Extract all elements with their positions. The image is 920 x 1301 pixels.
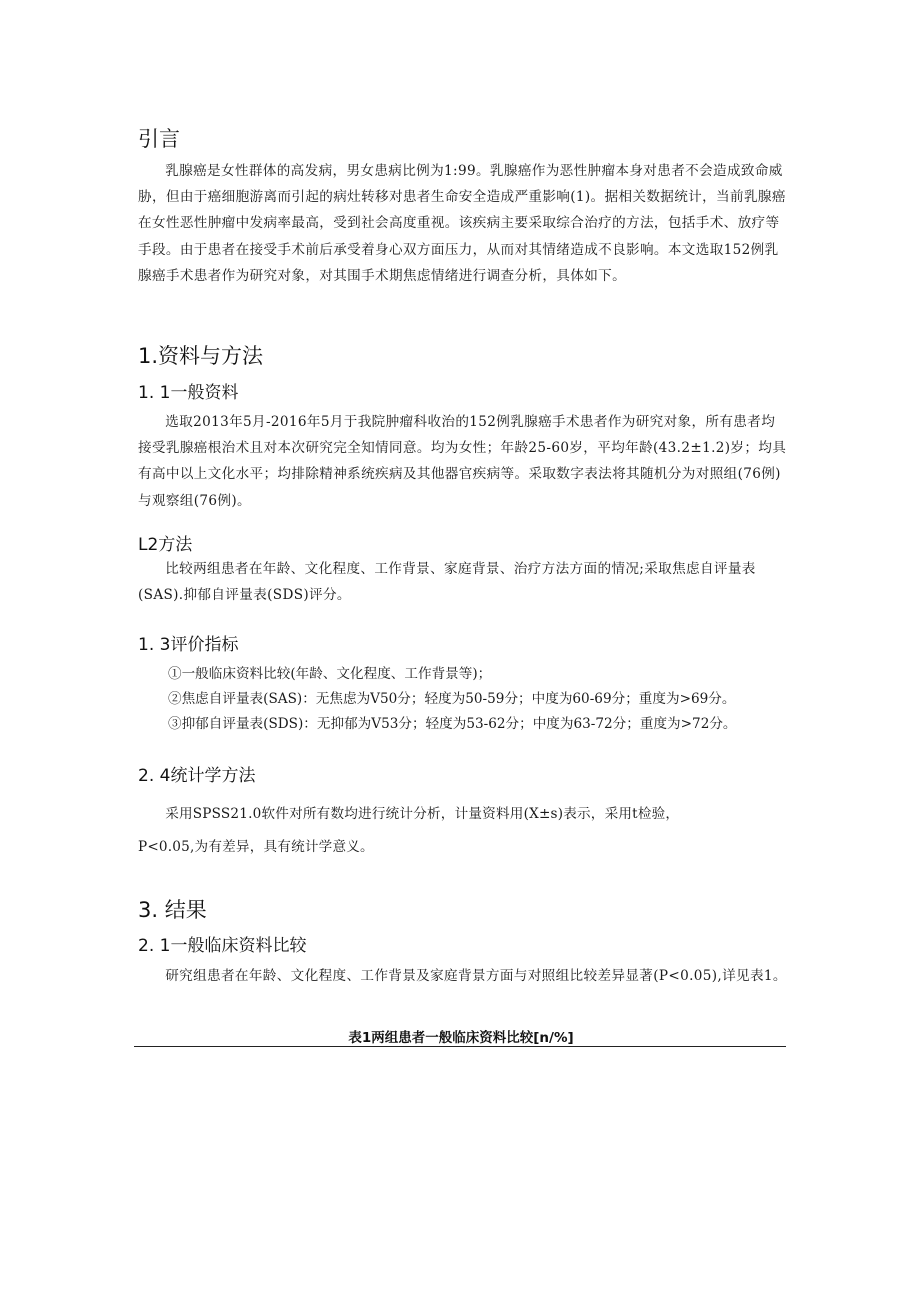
table-1-caption: 表1两组患者一般临床资料比较[n/%] [348, 1030, 574, 1046]
subsection-3-1-paragraph: 研究组患者在年龄、文化程度、工作背景及家庭背景方面与对照组比较差异显著(P<0.05),详见表1。 [165, 968, 787, 984]
subsection-3-1-heading: 2. 1一般临床资料比较 [138, 936, 307, 956]
subsection-1-2-heading: L2方法 [138, 535, 193, 555]
subsection-1-2-paragraph: 比较两组患者在年龄、文化程度、工作背景、家庭背景、治疗方法方面的情况;采取焦虑自评量表(SAS).抑郁自评量表(SDS)评分。 [138, 561, 756, 604]
subsection-1-1-paragraph: 选取2013年5月-2016年5月于我院肿瘤科收治的152例乳腺癌手术患者作为研究对象，所有患者均接受乳腺癌根治术且对本次研究完全知情同意。均为女性；年龄25-60岁，平均年龄(43.2±1.2)岁；均具有高中以上文化水平；均排除精神系统疾病及其他器官疾病等。采取数字表法将其随机分为对照组(76例)与观察组(76例)。 [138, 414, 787, 509]
subsection-1-4-heading: 2. 4统计学方法 [138, 766, 256, 786]
table-top-rule [134, 1046, 786, 1047]
subsection-1-1-heading: 1. 1一般资料 [138, 383, 239, 403]
criteria-item-2: ②焦虑自评量表(SAS)：无焦虑为V50分；轻度为50-59分；中度为60-69分；重度为>69分。 [168, 691, 736, 707]
section-1-heading: 1.资料与方法 [138, 344, 264, 368]
subsection-1-4-paragraph: 采用SPSS21.0软件对所有数均进行统计分析，计量资料用(X±s)表示，采用t检验， [165, 806, 680, 822]
criteria-item-3: ③抑郁自评量表(SDS)：无抑郁为V53分；轻度为53-62分；中度为63-72分；重度为>72分。 [168, 716, 737, 732]
intro-heading: 引言 [138, 127, 180, 151]
criteria-item-1: ①一般临床资料比较(年龄、文化程度、工作背景等)； [168, 666, 492, 682]
intro-paragraph: 乳腺癌是女性群体的高发病，男女患病比例为1:99。乳腺癌作为恶性肿瘤本身对患者不会造成致命威胁，但由于癌细胞游离而引起的病灶转移对患者生命安全造成严重影响(1)。据相关数据统计，当前乳腺癌在女性恶性肿瘤中发病率最高，受到社会高度重视。该疾病主要采取综合治疗的方法，包括手术、放疗等手段。由于患者在接受手术前后承受着身心双方面压力，从而对其情绪造成不良影响。本文选取152例乳腺癌手术患者作为研究对象，对其围手术期焦虑情绪进行调查分析，具体如下。 [138, 163, 786, 284]
section-3-heading: 3. 结果 [138, 898, 207, 922]
subsection-1-3-heading: 1. 3评价指标 [138, 635, 239, 655]
subsection-1-4-paragraph-continued: P<0.05,为有差异，具有统计学意义。 [138, 839, 374, 855]
